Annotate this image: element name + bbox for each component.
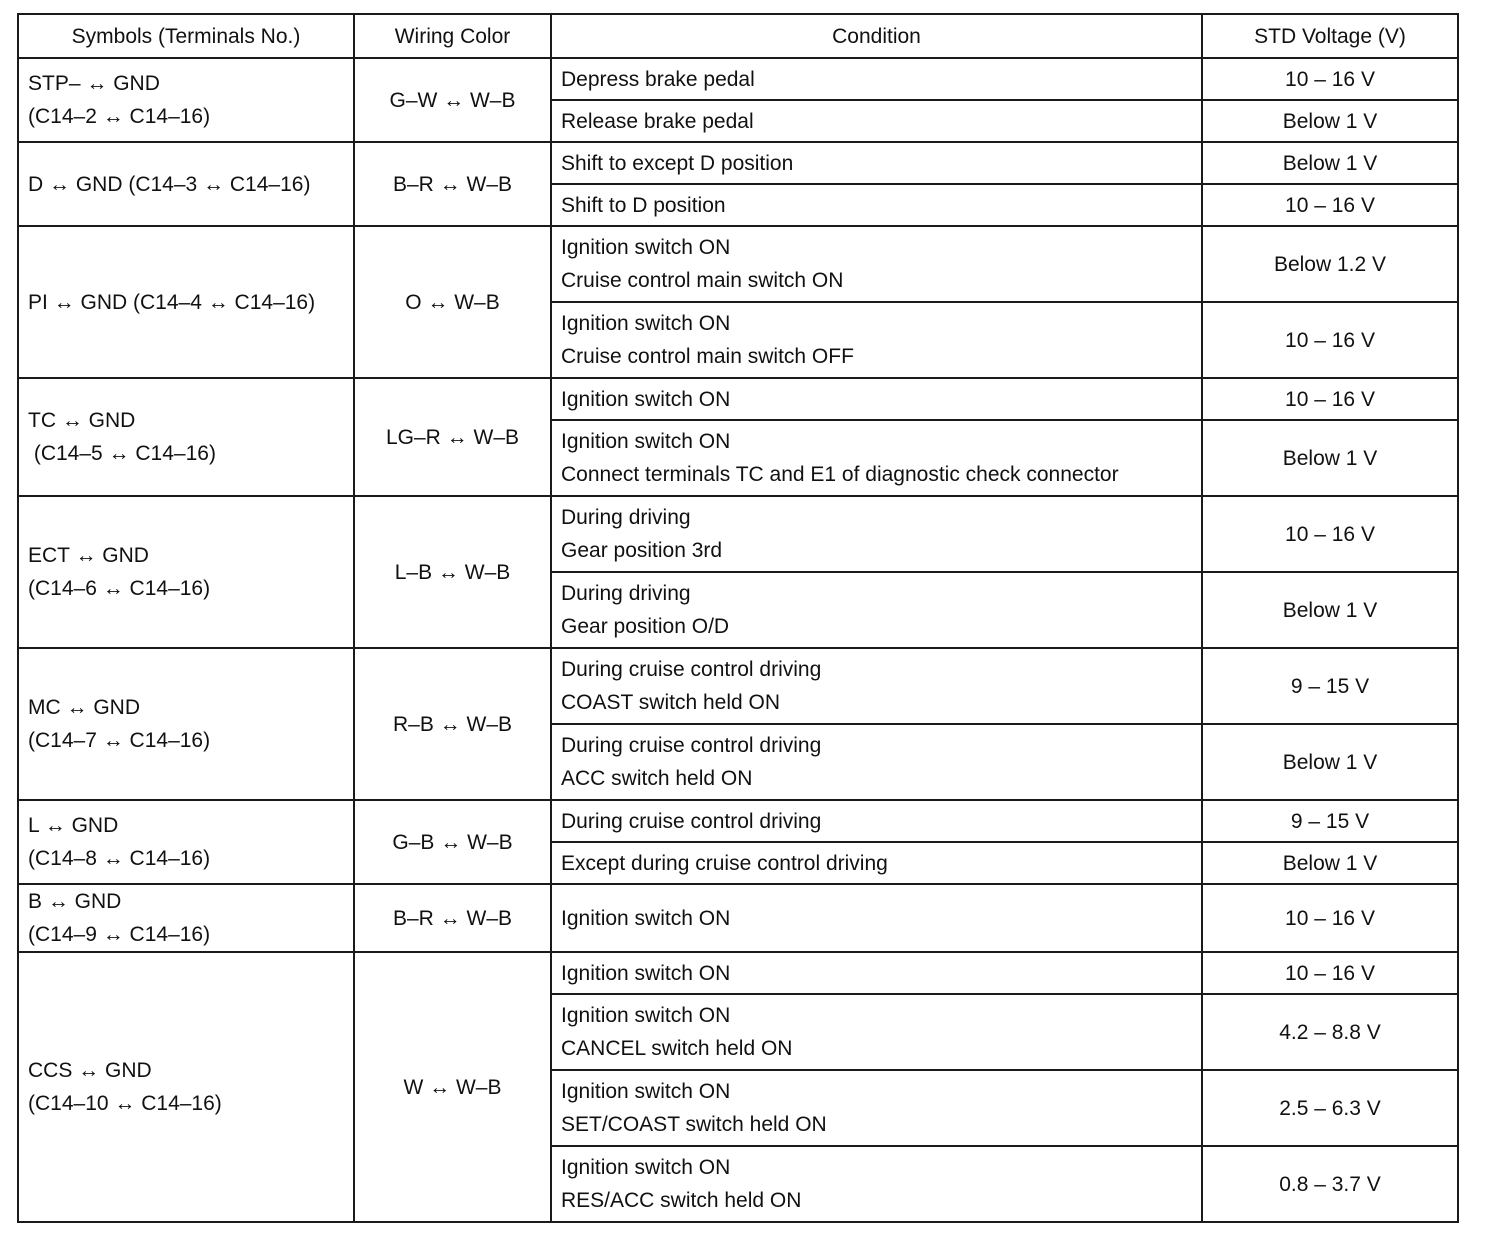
table-row xyxy=(18,800,1458,842)
condition-line: Gear position 3rd xyxy=(561,539,723,562)
std-voltage-cell: Below 1 V xyxy=(1202,842,1458,884)
condition-cell xyxy=(551,420,1202,496)
table-row xyxy=(18,142,1458,184)
condition-cell xyxy=(551,226,1202,302)
header-row xyxy=(18,14,1458,58)
wiring-color: B–R ↔ W–B xyxy=(354,142,551,226)
condition-cell xyxy=(551,142,1202,184)
std-voltage-cell: 10 – 16 V xyxy=(1202,884,1458,952)
terminal-symbol-line: (C14–7 ↔ C14–16) xyxy=(28,729,211,752)
wiring-color: B–R ↔ W–B xyxy=(354,884,551,952)
terminal-symbol-line: PI ↔ GND (C14–4 ↔ C14–16) xyxy=(28,290,316,314)
condition-cell xyxy=(551,1146,1202,1222)
condition-line: COAST switch held ON xyxy=(561,691,781,714)
condition-line: Cruise control main switch ON xyxy=(561,269,844,292)
condition-cell xyxy=(551,496,1202,572)
terminal-symbol-line: B ↔ GND xyxy=(28,890,122,913)
condition-line: Ignition switch ON xyxy=(561,387,731,411)
std-voltage-cell: 10 – 16 V xyxy=(1202,378,1458,420)
terminal-symbol xyxy=(18,226,354,378)
wiring-color: G–B ↔ W–B xyxy=(354,800,551,884)
table-row xyxy=(18,226,1458,302)
condition-line: Ignition switch ON xyxy=(561,430,731,453)
header-std-voltage: STD Voltage (V) xyxy=(1202,14,1458,58)
condition-line: Ignition switch ON xyxy=(561,1004,731,1027)
std-voltage-cell: 10 – 16 V xyxy=(1202,58,1458,100)
terminal-symbol-line: (C14–8 ↔ C14–16) xyxy=(28,847,211,870)
terminal-symbol-line: L ↔ GND xyxy=(28,814,119,837)
table-row xyxy=(18,648,1458,724)
terminal-symbol-line: STP– ↔ GND xyxy=(28,72,160,95)
condition-cell xyxy=(551,724,1202,800)
terminal-symbol-line: (C14–9 ↔ C14–16) xyxy=(28,923,211,946)
condition-line: Ignition switch ON xyxy=(561,1080,731,1103)
condition-cell xyxy=(551,302,1202,378)
std-voltage-cell: Below 1 V xyxy=(1202,572,1458,648)
wiring-color: G–W ↔ W–B xyxy=(354,58,551,142)
std-voltage-cell: 10 – 16 V xyxy=(1202,302,1458,378)
condition-line: Shift to D position xyxy=(561,193,726,217)
wiring-color: LG–R ↔ W–B xyxy=(354,378,551,496)
std-voltage-cell: 10 – 16 V xyxy=(1202,496,1458,572)
terminal-symbol-line: TC ↔ GND xyxy=(28,409,136,432)
condition-line: SET/COAST switch held ON xyxy=(561,1113,827,1136)
header-condition: Condition xyxy=(551,14,1202,58)
terminal-symbol xyxy=(18,142,354,226)
terminal-symbol-line: (C14–5 ↔ C14–16) xyxy=(28,442,216,465)
condition-line: Depress brake pedal xyxy=(561,67,755,91)
condition-line: Ignition switch ON xyxy=(561,236,731,259)
condition-line: Ignition switch ON xyxy=(561,1156,731,1179)
terminal-symbol-line: (C14–10 ↔ C14–16) xyxy=(28,1092,222,1115)
condition-line: During cruise control driving xyxy=(561,809,822,833)
terminal-voltage-table xyxy=(17,13,1459,1223)
std-voltage-cell: 9 – 15 V xyxy=(1202,800,1458,842)
terminal-symbol xyxy=(18,58,354,142)
terminal-symbol-line: CCS ↔ GND xyxy=(28,1059,152,1082)
condition-cell xyxy=(551,952,1202,994)
condition-line: During cruise control driving xyxy=(561,658,822,681)
condition-line: Ignition switch ON xyxy=(561,906,731,930)
condition-cell xyxy=(551,648,1202,724)
condition-cell xyxy=(551,572,1202,648)
table-row xyxy=(18,496,1458,572)
condition-cell xyxy=(551,884,1202,952)
std-voltage-cell: Below 1.2 V xyxy=(1202,226,1458,302)
wiring-color: L–B ↔ W–B xyxy=(354,496,551,648)
condition-line: Connect terminals TC and E1 of diagnostic check connector xyxy=(561,463,1119,486)
table-row xyxy=(18,952,1458,994)
condition-cell xyxy=(551,1070,1202,1146)
condition-line: Ignition switch ON xyxy=(561,312,731,335)
condition-line: Ignition switch ON xyxy=(561,961,731,985)
wiring-color: O ↔ W–B xyxy=(354,226,551,378)
condition-cell xyxy=(551,800,1202,842)
condition-cell xyxy=(551,994,1202,1070)
condition-line: Gear position O/D xyxy=(561,615,730,638)
condition-line: Cruise control main switch OFF xyxy=(561,345,854,368)
std-voltage-cell: Below 1 V xyxy=(1202,724,1458,800)
condition-line: Except during cruise control driving xyxy=(561,851,888,875)
terminal-symbol xyxy=(18,884,354,952)
std-voltage-cell: Below 1 V xyxy=(1202,142,1458,184)
std-voltage-cell: Below 1 V xyxy=(1202,420,1458,496)
condition-line: CANCEL switch held ON xyxy=(561,1037,793,1060)
std-voltage-cell: 4.2 – 8.8 V xyxy=(1202,994,1458,1070)
condition-line: During cruise control driving xyxy=(561,734,822,757)
condition-line: During driving xyxy=(561,582,691,605)
std-voltage-cell: 2.5 – 6.3 V xyxy=(1202,1070,1458,1146)
wiring-color: R–B ↔ W–B xyxy=(354,648,551,800)
terminal-symbol-line: (C14–2 ↔ C14–16) xyxy=(28,105,211,128)
condition-cell xyxy=(551,184,1202,226)
condition-line: RES/ACC switch held ON xyxy=(561,1189,802,1212)
condition-cell xyxy=(551,58,1202,100)
terminal-symbol-line: MC ↔ GND xyxy=(28,696,140,719)
terminal-symbol xyxy=(18,496,354,648)
condition-line: During driving xyxy=(561,506,691,529)
header-symbols: Symbols (Terminals No.) xyxy=(18,14,354,58)
terminal-symbol xyxy=(18,800,354,884)
wiring-color: W ↔ W–B xyxy=(354,952,551,1222)
std-voltage-cell: 10 – 16 V xyxy=(1202,952,1458,994)
std-voltage-cell: Below 1 V xyxy=(1202,100,1458,142)
condition-line: Release brake pedal xyxy=(561,109,754,133)
table-row xyxy=(18,378,1458,420)
table-row xyxy=(18,884,1458,952)
condition-line: Shift to except D position xyxy=(561,151,794,175)
std-voltage-cell: 10 – 16 V xyxy=(1202,184,1458,226)
terminal-symbol-line: D ↔ GND (C14–3 ↔ C14–16) xyxy=(28,172,311,196)
table-body xyxy=(18,58,1458,1222)
terminal-symbol xyxy=(18,952,354,1222)
condition-cell xyxy=(551,100,1202,142)
table-row xyxy=(18,58,1458,100)
condition-cell xyxy=(551,842,1202,884)
terminal-symbol-line: ECT ↔ GND xyxy=(28,544,149,567)
header-wiring-color: Wiring Color xyxy=(354,14,551,58)
std-voltage-cell: 9 – 15 V xyxy=(1202,648,1458,724)
terminal-symbol xyxy=(18,648,354,800)
terminal-symbol xyxy=(18,378,354,496)
std-voltage-cell: 0.8 – 3.7 V xyxy=(1202,1146,1458,1222)
condition-line: ACC switch held ON xyxy=(561,767,753,790)
terminal-symbol-line: (C14–6 ↔ C14–16) xyxy=(28,577,211,600)
condition-cell xyxy=(551,378,1202,420)
